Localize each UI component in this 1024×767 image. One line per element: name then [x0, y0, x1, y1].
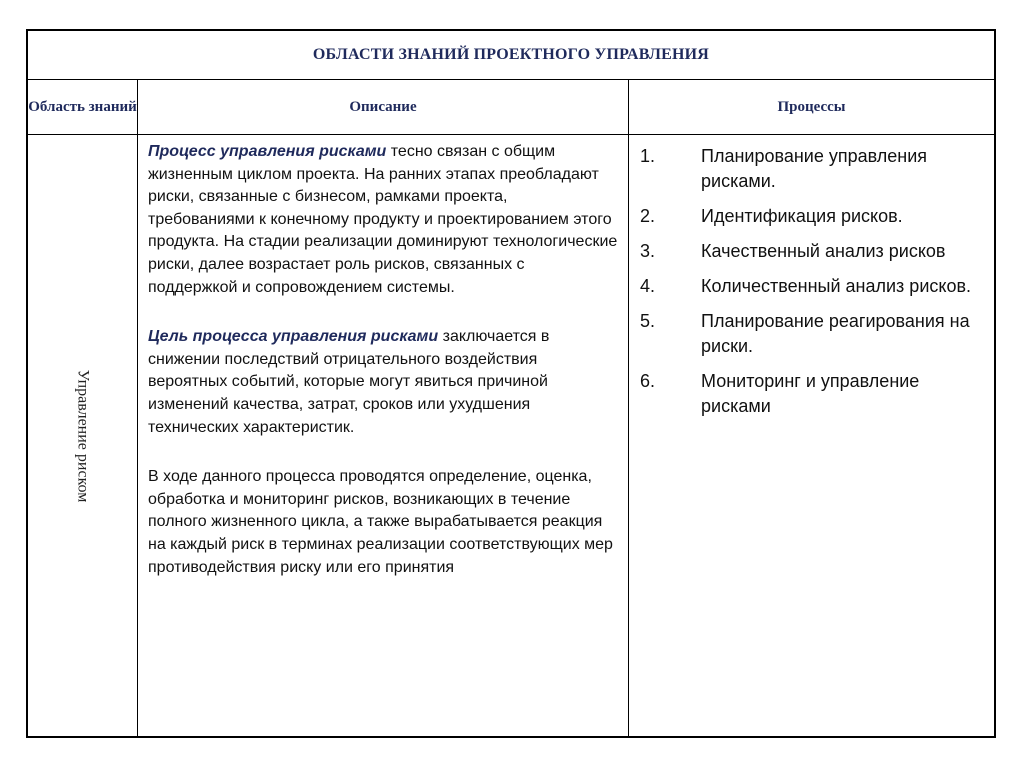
column-divider [137, 79, 138, 736]
description-paragraph [148, 326, 618, 439]
description-paragraph [148, 141, 618, 299]
item-number: 1. [640, 146, 656, 166]
item-text: Качественный анализ рисков [701, 241, 946, 261]
item-number: 3. [640, 241, 656, 261]
description-text: заключается в снижении последствий отрицательного воздействия вероятных событий, которые могут явиться причиной изменений качества, затрат, сроков или ухудшения технических характеристик. [148, 328, 550, 436]
item-text: Планирование управления рисками. [701, 146, 928, 191]
header-area: Область знаний [28, 98, 137, 115]
header-processes: Процессы [777, 98, 846, 115]
description-cell [148, 141, 618, 606]
item-text: Планирование реагирования на риски. [701, 311, 970, 356]
table-title: ОБЛАСТИ ЗНАНИЙ ПРОЕКТНОГО УПРАВЛЕНИЯ [28, 31, 994, 80]
process-list [640, 144, 990, 429]
header-row [28, 79, 994, 135]
description-text: В ходе данного процесса проводятся определение, оценка, обработка и мониторинг рисков, возникающих в течение полного жизненного цикла, а также вырабатывается реакция на каждый риск в терминах реализации соответствующих мер противодействия риску или его принятия [148, 468, 613, 576]
item-number: 5. [640, 311, 656, 331]
item-number: 2. [640, 206, 656, 226]
description-text: тесно связан с общим жизненным циклом проекта. На ранних этапах преобладают риски, связанные с бизнесом, рамками проекта, требованиями к конечному продукту и проектированием этого продукта. На стадии реализации доминируют технологические риски, далее возрастает роль рисков, связанных с поддержкой и сопровождением системы. [148, 143, 618, 296]
item-number: 4. [640, 276, 656, 296]
area-label: Управление риском [74, 369, 92, 502]
description-paragraph [148, 466, 618, 579]
header-description: Описание [349, 98, 417, 115]
item-number: 6. [640, 371, 656, 391]
knowledge-areas-table [26, 29, 996, 738]
list-item [640, 309, 990, 359]
list-item [640, 274, 990, 299]
description-highlight: Процесс управления рисками [148, 143, 387, 160]
list-item [640, 204, 990, 229]
item-text: Идентификация рисков. [701, 206, 903, 226]
list-item [640, 239, 990, 264]
list-item [640, 144, 990, 194]
list-item [640, 369, 990, 419]
item-text: Мониторинг и управление рисками [701, 371, 920, 416]
area-cell [28, 135, 137, 736]
item-text: Количественный анализ рисков. [701, 276, 972, 296]
description-highlight: Цель процесса управления рисками [148, 328, 439, 346]
column-divider [628, 79, 629, 736]
